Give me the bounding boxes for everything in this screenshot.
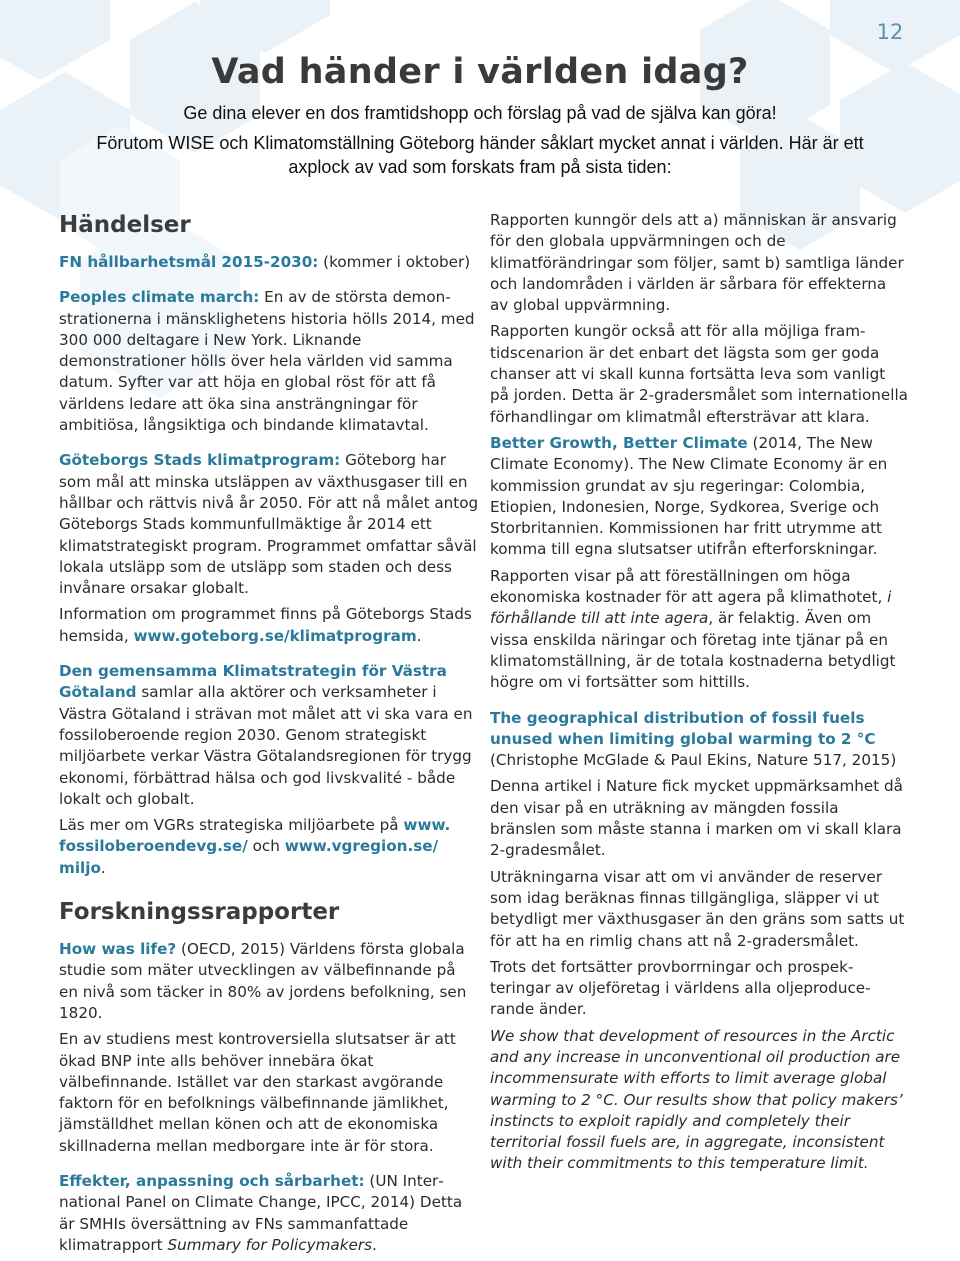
right-p6: Denna artikel i Nature fick mycket uppmärksamhet då den visar på en uträkning av mängden fossila bränslen som måste stanna i marken om vi skall klara 2-gradesmålet. (490, 777, 903, 860)
event-vg-title: Den gemensamma Klimatstrategin för Västra Götaland (59, 662, 447, 702)
fossiloberoende-link[interactable]: www. fossiloberoendevg.se/ (59, 816, 451, 856)
research-effekter-italic: Summary for Policymakers (167, 1235, 373, 1254)
research-effekter-text: (UN International Panel on Climate Change, IPCC, 2014) Detta är SMHIs översättning av FNs sammanfattade klimatrapport (59, 1171, 463, 1254)
left-column (59, 210, 479, 1261)
events-heading: Händelser (59, 212, 191, 238)
right-p4-italic: i förhållande till att inte agera (490, 588, 892, 628)
research-howwas-text: (OECD, 2015) Världens första globala studie som mäter utvecklingen av välbefinnande på en nivå som täcker in 80% av jordens befolkning, sen 1820. (59, 940, 467, 1022)
intro-line-1: Förutom WISE och Klimatomställning Göteborg händer såklart mycket annat i världen. Här är ett (96, 133, 864, 153)
right-p1: Rapporten kunngör dels att a) människan är ansvarig för den globala uppvärmningen och de klimatförändringar som följer, samt b) samtliga länder och landområden i världen är sårbara för effekterna av global uppvärmning. (490, 211, 904, 315)
event-vg-and: och (247, 837, 285, 856)
event-peoples-text: En av de största demonstrationerna i mänsklighetens historia hölls 2014, med 300 000 deltagare i New York. Liknande demonstrationer hölls över hela världen vid samma datum. Syfter var att höja en global röst för att få världens ledare att öka sina ansträngningar för ambitiösa, långsiktiga och bindande klimatavtal. (59, 288, 475, 435)
right-p4-a: Rapporten visar på att föreställningen om höga ekonomiska kostnader för att agera på klimathotet, (490, 566, 888, 607)
event-gbg-title: Göteborgs Stads klimatprogram: (59, 451, 341, 470)
right-p4-b: , är felaktig. Även om vissa enskilda näringar och företag inte tjänar på en klimatomställning, är de totala kostnaderna betydligt högre om vi fortsätter som hittills. (490, 609, 896, 692)
right-p7: Uträkningarna visar att om vi använder de reserver som idag beräknas finnas tillgängliga, släpper vi ut betydligt mer växthusgaser än den gräns som satts ut för att ha en rimlig chans att nå 2-gradersmålet. (490, 867, 905, 950)
right-bgbc (490, 433, 908, 561)
bgbc-title: Better Growth, Better Climate (490, 433, 748, 452)
event-vg-text: samlar alla aktörer och verksamheter i Västra Götaland i strävan mot målet att vi ska vara en fossiloberoende region 2030. Genom strategiskt miljöarbete verkar Västra Götalandsregionen för trygg ekonomi, förbättrad hälsa och god livskvalité - både lokalt och globalt. (59, 683, 473, 808)
bgbc-text: (2014, The New Climate Economy). The New Climate Economy är en kommission grundat av sju regeringar: Colombia, Etiopien, Indonesien, Norge, Sydkorea, Sverige och Storbritannien. Kommissionen har fritt utrymme att komma till egna slutsatser utifrån efterforskningar. (490, 433, 888, 559)
vgregion-link[interactable]: www.vgregion.se/ miljo (59, 837, 439, 877)
research-howwas-p2: En av studiens mest kontroversiella slutsatser är att ökad BNP inte alls behöver innebära ökat välbefinnande. Istället var den starkast avgörande faktorn för en befolknings välbefinnande jämlikhet, jämställdhet mellan könen och att de ekonomiska skillnaderna mellan medborgare inte är för stora. (59, 1030, 456, 1155)
subtitle: Ge dina elever en dos framtidshopp och förslag på vad de själva kan göra! (183, 103, 777, 123)
right-p2: Rapporten kungör också att för alla möjliga framtidscenarion är det enbart det lägsta som ger goda chanser att vi skall kunna fortsätta leva som vanligt på jorden. Detta är 2-gradersmålet som internationella förhandlingar om klimatmål eftersträvar att klara. (490, 322, 908, 426)
event-vg (59, 661, 479, 810)
event-vg-readmore (59, 815, 479, 879)
right-p4 (490, 566, 908, 694)
right-quote: We show that development of resources in the Arctic and any increase in unconventional oil production are incommensurate with efforts to limit average global warming to 2 °C. Our results show that policy makers’ instincts to exploit rapidly and completely their territorial fossil fuels are, in aggregate, inconsistent with their commitments to this temperature limit. (490, 1026, 903, 1173)
research-howwas (59, 939, 479, 1024)
geo-cite: (Christophe McGlade & Paul Ekins, Nature 517, 2015) (490, 751, 897, 770)
event-gbg (59, 450, 479, 599)
research-heading: Forskningssrapporter (59, 899, 340, 926)
research-howwas-title: How was life? (59, 940, 177, 959)
right-p8: Trots det fortsätter provborrningar och prospekteringar av oljeföretag i världens alla oljeproducerande änder. (490, 957, 871, 1019)
event-peoples (59, 287, 479, 436)
right-geo (490, 708, 908, 772)
event-gbg-info-end: . (416, 626, 422, 645)
event-peoples-title: Peoples climate march: (59, 288, 260, 307)
research-effekter-end: . (372, 1235, 377, 1254)
research-effekter (59, 1171, 479, 1256)
event-gbg-text: Göteborg har som mål att minska utsläppen av växthusgaser till en hållbar och rättvis nivå år 2050. För att nå målet antog Göteborgs Stads kommunfullmäktige år 2014 ett klimatstrategiskt program. Programmet omfattar såväl lokala utsläpp som de utsläpp som staden och dess invånare orsakar globalt. (59, 451, 479, 598)
event-gbg-info-text: Information om programmet finns på Göteborgs Stads hemsida, (59, 605, 472, 645)
research-effekter-title: Effekter, anpassning och sårbarhet: (59, 1171, 365, 1190)
event-fn-title: FN hållbarhetsmål 2015-2030: (59, 253, 319, 271)
event-fn (59, 252, 479, 273)
event-vg-end: . (100, 858, 106, 877)
event-gbg-info (59, 604, 479, 647)
intro-line-2: axplock av vad som forskats fram på sista tiden: (288, 157, 672, 177)
event-fn-text: (kommer i oktober) (318, 253, 471, 271)
right-column (490, 210, 908, 1180)
page-title: Vad händer i världen idag? (211, 52, 749, 92)
goteborg-link[interactable]: www.goteborg.se/klimatprogram (133, 626, 417, 645)
geo-title: The geographical distribution of fossil fuels unused when limiting global warming to 2 °C (490, 708, 876, 748)
page-number: 12 (876, 20, 904, 44)
event-vg-readmore-text: Läs mer om VGRs strategiska miljöarbete på (59, 816, 404, 835)
intro-text (20, 131, 940, 179)
